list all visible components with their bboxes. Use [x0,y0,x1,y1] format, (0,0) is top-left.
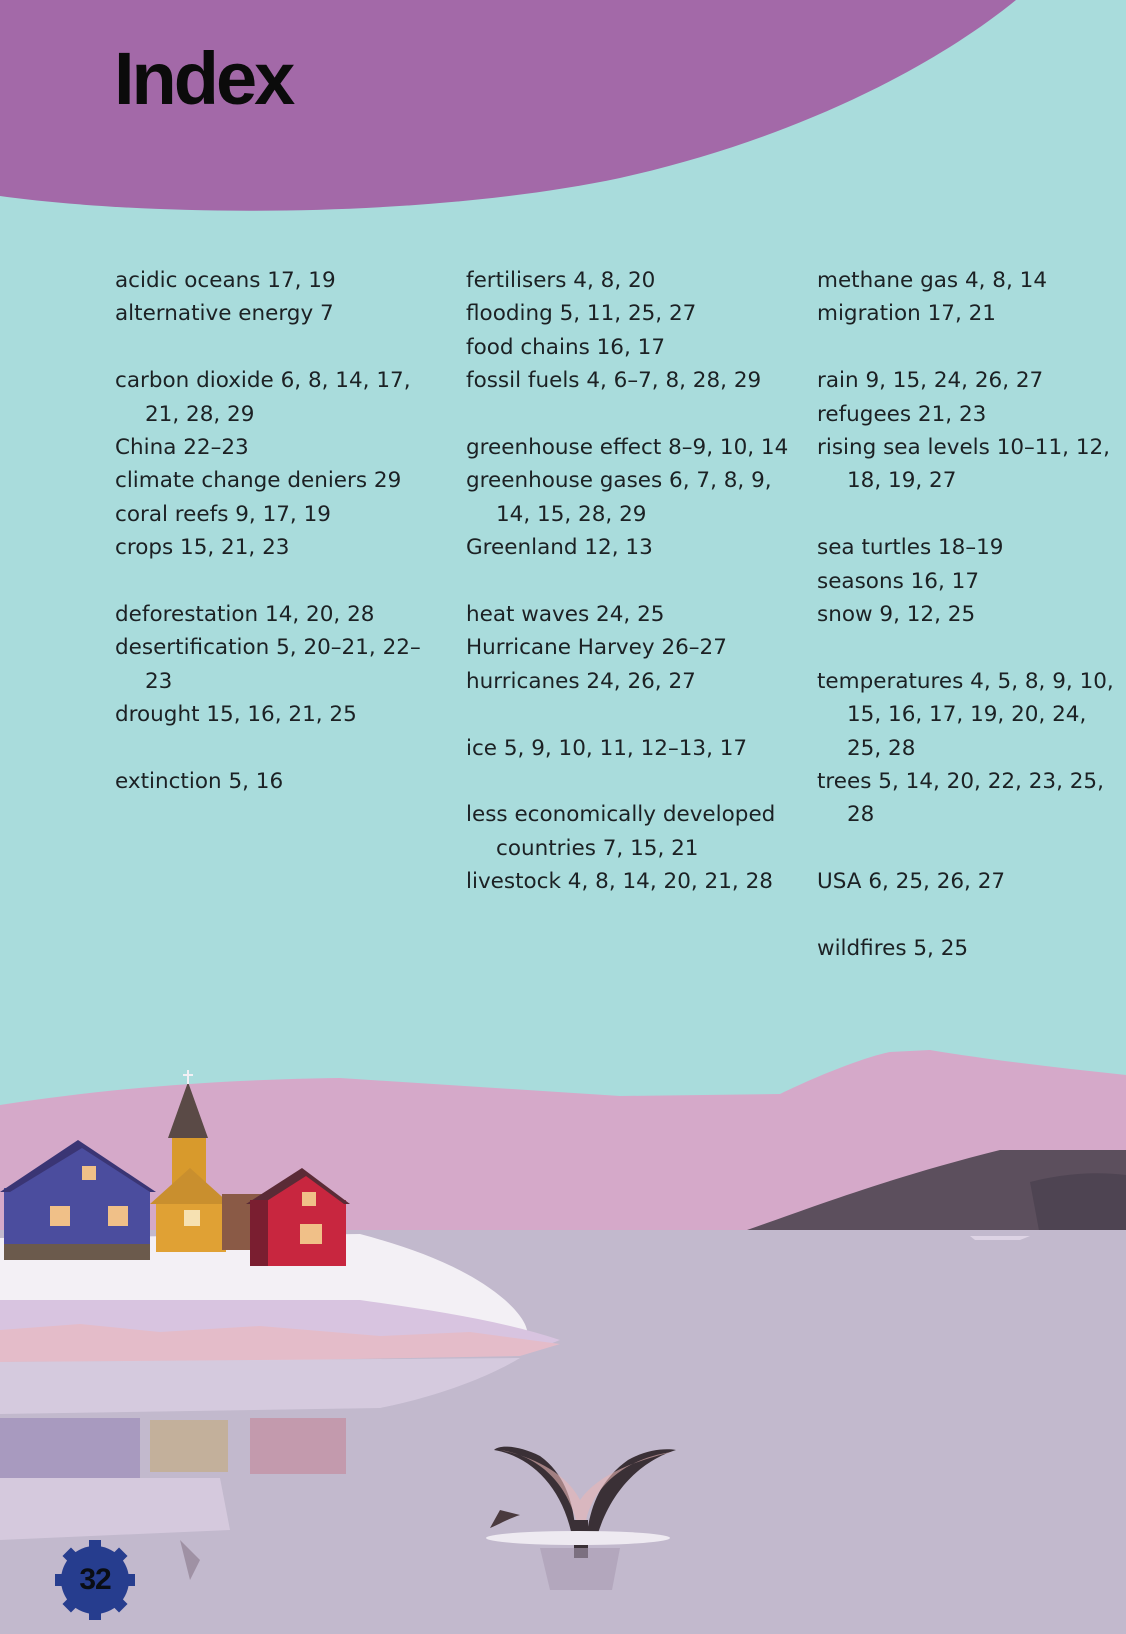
page-number [62,1547,128,1613]
index-entry: Greenland 12, 13 [466,535,653,561]
index-entry: ice 5, 9, 10, 11, 12–13, 17 [466,735,748,761]
index-entry: carbon dioxide 6, 8, 14, 17, 21, 28, 29 [115,368,411,427]
index-gap [466,398,796,431]
index-entry: temperatures 4, 5, 8, 9, 10, 15, 16, 17, 19, 20, 24, 25, 28 [817,668,1114,761]
index-entry: crops 15, 21, 23 [115,535,290,561]
index-gap [115,732,445,765]
index-gap [817,631,1117,664]
index-entry: seasons 16, 17 [817,568,980,594]
index-entry: methane gas 4, 8, 14 [817,268,1048,293]
index-entry: climate change deniers 29 [115,468,402,494]
index-entry: greenhouse effect 8–9, 10, 14 [466,435,789,461]
index-entry: Hurricane Harvey 26–27 [466,635,727,661]
index-entry: trees 5, 14, 20, 22, 23, 25, 28 [817,769,1104,828]
index-entry: USA 6, 25, 26, 27 [817,869,1006,895]
index-entry: flooding 5, 11, 25, 27 [466,301,697,327]
index-gap [817,498,1117,531]
index-entry: wildfires 5, 25 [817,936,969,962]
index-entry: migration 17, 21 [817,301,996,327]
index-gap [115,565,445,598]
index-gap [817,331,1117,364]
index-column-1 [115,264,445,798]
index-entry: deforestation 14, 20, 28 [115,602,375,628]
index-entry: China 22–23 [115,435,249,461]
index-entry: sea turtles 18–19 [817,535,1004,561]
index-entry: coral reefs 9, 17, 19 [115,501,331,527]
index-entry: greenhouse gases 6, 7, 8, 9, 14, 15, 28, 29 [466,468,772,527]
index-gap [115,331,445,364]
index-entry: acidic oceans 17, 19 [115,268,336,293]
index-entry: extinction 5, 16 [115,769,284,795]
index-entry: snow 9, 12, 25 [817,602,976,628]
index-gap [466,565,796,598]
index-gap [466,698,796,731]
page-number-label: 32 [79,1563,111,1596]
index-gap [817,832,1117,865]
index-entry: fertilisers 4, 8, 20 [466,268,656,293]
index-entry: livestock 4, 8, 14, 20, 21, 28 [466,869,773,895]
index-entry: less economically developed countries 7, 15, 21 [466,802,776,861]
index-entry: rain 9, 15, 24, 26, 27 [817,368,1044,394]
index-entry: hurricanes 24, 26, 27 [466,668,696,694]
index-gap [817,899,1117,932]
page-title: Index [114,37,293,120]
index-column-2 [466,264,796,899]
index-entry: food chains 16, 17 [466,334,666,360]
index-entry: drought 15, 16, 21, 25 [115,702,357,728]
index-entry: refugees 21, 23 [817,401,987,427]
index-column-3 [817,264,1117,965]
index-entry: alternative energy 7 [115,301,334,327]
index-entry: heat waves 24, 25 [466,602,665,628]
index-gap [466,765,796,798]
index-entry: rising sea levels 10–11, 12, 18, 19, 27 [817,435,1111,494]
index-entry: desertification 5, 20–21, 22–23 [115,635,421,694]
index-entry: fossil fuels 4, 6–7, 8, 28, 29 [466,368,762,394]
